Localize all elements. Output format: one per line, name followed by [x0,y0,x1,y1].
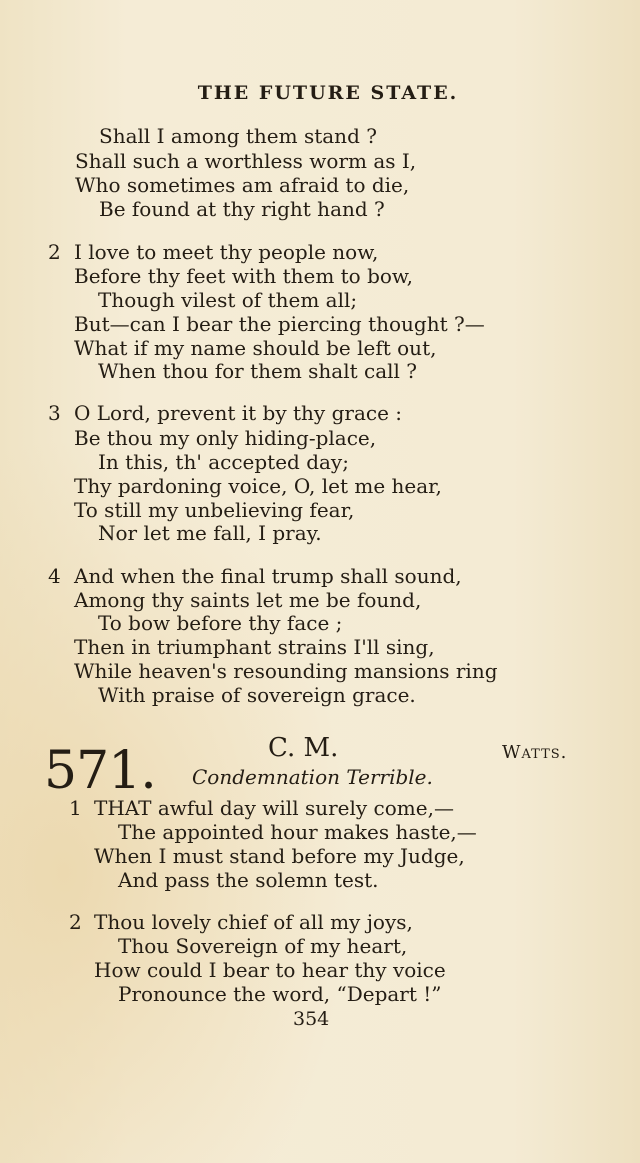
verse-line: And when the final trump shall sound, [74,564,462,588]
verse-line: The appointed hour makes haste,— [118,820,477,844]
verse-line: Though vilest of them all; [98,288,358,312]
page-number: 354 [293,1008,330,1030]
verse-line: Shall such a worthless worm as I, [75,149,417,173]
stanza-number: 3 [48,401,61,425]
stanza-number: 2 [69,910,82,934]
verse-line: When thou for them shalt call ? [98,359,418,383]
verse-line: Then in triumphant strains I'll sing, [74,635,435,659]
verse-line: To still my unbelieving fear, [74,498,355,522]
verse-line: I love to meet thy people now, [74,240,379,264]
verse-line: Thou Sovereign of my heart, [118,934,408,958]
verse-line: O Lord, prevent it by thy grace : [74,401,403,425]
verse-line: And pass the solemn test. [118,868,379,892]
verse-line: In this, th' accepted day; [98,450,349,474]
stanza-number: 4 [48,564,61,588]
hymn-title: Condemnation Terrible. [192,765,433,789]
verse-line: When I must stand before my Judge, [94,844,465,868]
verse-line: To bow before thy face ; [98,611,343,635]
verse-line: Thou lovely chief of all my joys, [94,910,413,934]
verse-line: Who sometimes am afraid to die, [75,173,410,197]
running-title: THE FUTURE STATE. [197,82,459,104]
verse-line: Among thy saints let me be found, [74,588,422,612]
verse-line: Thy pardoning voice, O, let me hear, [74,474,442,498]
verse-line: Nor let me fall, I pray. [98,521,322,545]
verse-line: Shall I among them stand ? [99,124,377,148]
stanza-number: 1 [69,796,82,820]
stanza-number: 2 [48,240,61,264]
hymn-meter: C. M. [268,733,339,763]
verse-line: But—can I bear the piercing thought ?— [74,312,485,336]
verse-line: With praise of sovereign grace. [98,683,416,707]
verse-line: THAT awful day will surely come,— [94,796,454,820]
verse-line: How could I bear to hear thy voice [94,958,446,982]
verse-line: What if my name should be left out, [74,336,437,360]
verse-line: While heaven's resounding mansions ring [74,659,498,683]
hymn-number: 571. [44,741,156,801]
hymn-author: Watts. [502,742,568,763]
verse-line: Before thy feet with them to bow, [74,264,414,288]
verse-line: Be found at thy right hand ? [99,197,385,221]
verse-line: Be thou my only hiding-place, [74,426,377,450]
verse-line: Pronounce the word, “Depart !” [118,982,442,1006]
